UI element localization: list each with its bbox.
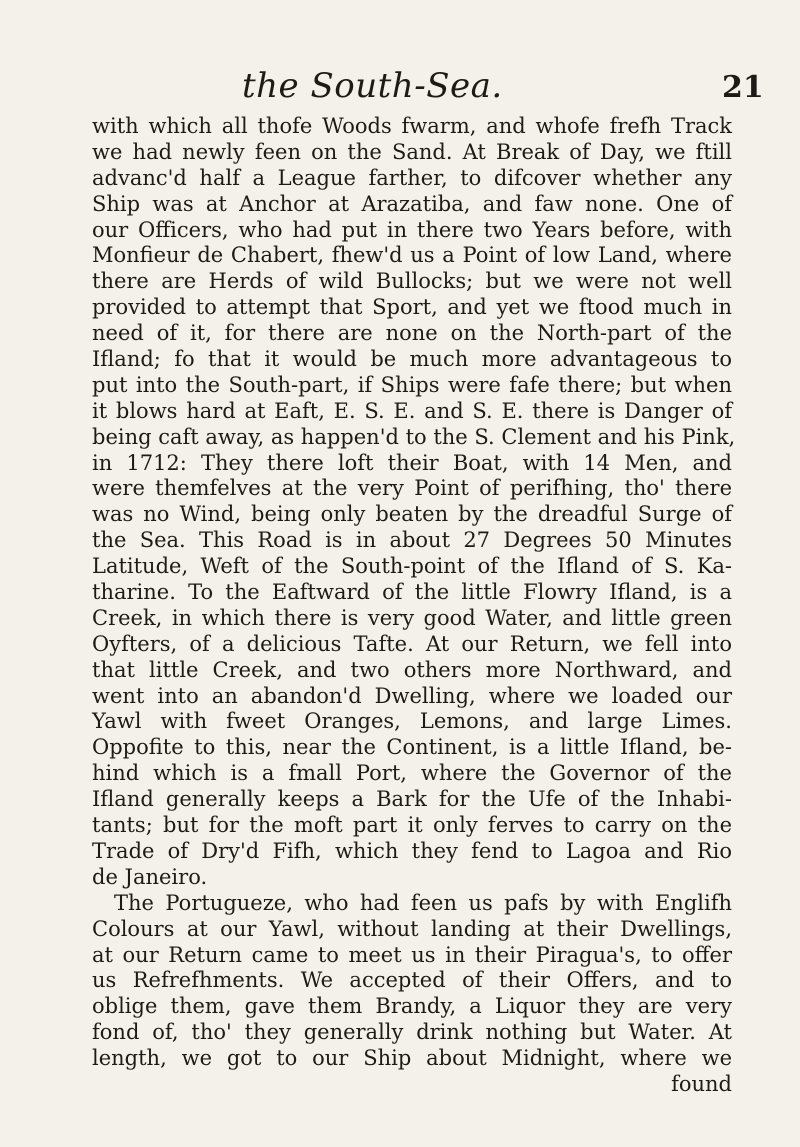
text-line: Ship was at Anchor at Arazatiba, and faw none. One of [92,191,732,216]
text-line: The Portugueze, who had feen us pafs by with Englifh [114,890,732,915]
text-line: fond of, tho' they generally drink nothing but Water. At [92,1020,732,1045]
text-line: length, we got to our Ship about Midnight, where we [92,1046,732,1071]
text-line: it blows hard at Eaft, E. S. E. and S. E. there is Danger of [92,398,732,423]
text-line: Ifland; fo that it would be much more advantageous to [92,347,732,372]
text-line: tharine. To the Eaftward of the little Flowry Ifland, is a [92,580,732,605]
text-line: with which all thofe Woods fwarm, and whofe frefh Track [92,114,732,138]
text-line: was no Wind, being only beaten by the dreadful Surge of [92,502,732,527]
text-line: Monfieur de Chabert, fhew'd us a Point of low Land, where [92,243,732,268]
text-line: being caft away, as happen'd to the S. Clement and his Pink, [92,424,736,449]
text-line: de Janeiro. [92,864,208,889]
text-line: our Officers, who had put in there two Years before, with [92,217,732,242]
text-line: Latitude, Weft of the South-point of the Ifland of S. Ka- [92,554,732,579]
text-line: Colours at our Yawl, without landing at their Dwellings, [92,916,732,941]
text-line: Trade of Dry'd Fifh, which they fend to Lagoa and Rio [92,838,732,863]
text-line: Oyfters, of a delicious Tafte. At our Return, we fell into [92,631,732,656]
text-line: there are Herds of wild Bullocks; but we were not well [92,269,732,294]
text-line: oblige them, gave them Brandy, a Liquor they are very [92,994,732,1019]
text-line: provided to attempt that Sport, and yet we ftood much in [92,295,732,320]
text-line: Yawl with fweet Oranges, Lemons, and large Limes. [92,709,732,734]
text-line: we had newly feen on the Sand. At Break of Day, we ftill [92,139,732,164]
page-header [0,66,800,106]
text-line: at our Return came to meet us in their Piragua's, to offer [92,942,732,967]
text-line: advanc'd half a League farther, to difcover whether any [92,165,732,190]
text-line: Creek, in which there is very good Water, and little green [92,605,732,630]
text-line: were themfelves at the very Point of perifhing, tho' there [92,476,732,501]
body-text [92,114,736,1098]
text-line: went into an abandon'd Dwelling, where we loaded our [92,683,732,708]
text-line: the Sea. This Road is in about 27 Degrees 50 Minutes [92,528,732,553]
text-line: that little Creek, and two others more Northward, and [92,657,732,682]
page-number: 21 [722,70,764,105]
text-line: tants; but for the moft part it only ferves to carry on the [92,813,732,838]
text-line: found [671,1071,732,1096]
text-line: hind which is a fmall Port, where the Governor of the [92,761,732,786]
text-line: need of it, for there are none on the North-part of the [92,321,732,346]
text-line: Ifland generally keeps a Bark for the Ufe of the Inhabi- [92,787,732,812]
text-line: put into the South-part, if Ships were fafe there; but when [92,372,732,397]
text-line: Oppofite to this, near the Continent, is a little Ifland, be- [92,735,732,760]
text-line: us Refrefhments. We accepted of their Offers, and to [92,968,732,993]
text-line: in 1712: They there loft their Boat, with 14 Men, and [92,450,732,475]
running-title: the South-Sea. [242,66,503,106]
